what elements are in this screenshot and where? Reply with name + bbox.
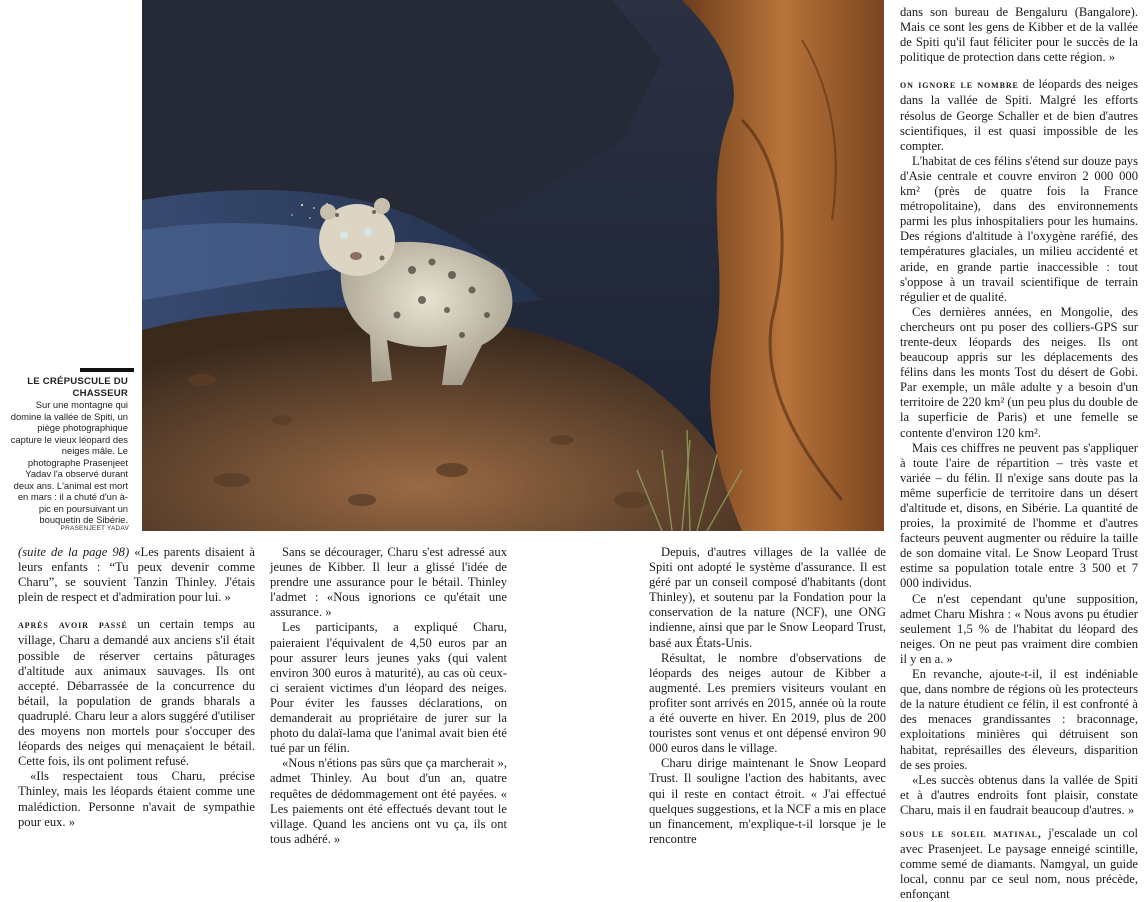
article-column-2	[270, 545, 507, 847]
article-column-3	[649, 545, 886, 847]
caption-title: LE CRÉPUSCULE DU CHASSEUR	[27, 376, 128, 399]
col4-p8-text: j'escalade un col avec Prasenjeet. Le paysage enneigé scintille, comme semé de diamants. Namgyal, un guide local, connu par ce seul nom, nous précède, enfonçant	[900, 825, 1138, 902]
col4-paragraph-1	[900, 77, 1138, 153]
article-column-1	[18, 545, 255, 830]
snow-leopard-photo	[142, 0, 884, 531]
article-column-4	[900, 5, 1138, 902]
col4-paragraph-6: En revanche, ajoute-t-il, il est indéniable que, dans nombre de régions où les protecteurs de la nature étudient ce félin, il est confronté à des menaces grandissantes : braconnage, exploitations minières qui détruisent son habitat, représailles des éleveurs, disparition de ses proies.	[900, 667, 1138, 772]
caption-text: Sur une montagne qui domine la vallée de Spiti, un piège photographique capture le vieux léopard des neiges mâle. Le photographe Prasenjeet Yadav l'a observé durant deux ans. L'animal est mort en mars : il a chuté d'un à-pic en poursuivant un bouquetin de Sibérie.	[10, 399, 128, 525]
caption-rule	[80, 368, 134, 372]
col3-paragraph-2: Résultat, le nombre d'observations de léopards des neiges autour de Kibber a augmenté. Les premiers visiteurs voulant en profiter sont arrivés en 2015, année où la route a été ouverte en hiver. En 2019, plus de 200 touristes sont venus et ont dépensé environ 90 000 euros dans le village.	[649, 650, 886, 756]
section-lead-in: après avoir passé	[18, 619, 128, 632]
col1-paragraph-1	[18, 545, 255, 605]
col4-paragraph-5: Ce n'est cependant qu'une supposition, admet Charu Mishra : « Nous avons pu étudier seulement 1,5 % de l'habitat du léopard des neiges. On ne peut pas vraiment dire combien il y en a. »	[900, 591, 1138, 666]
col4-paragraph-2: L'habitat de ces félins s'étend sur douze pays d'Asie centrale et couvre environ 2 000 000 km² (près de quatre fois la France métropolitaine), dans des environnements parmi les plus inhospitaliers pour les humains. Des régions d'altitude à l'oxygène raréfié, des températures glaciales, un milieu accidenté et aride, en grande partie inaccessible : tout s'oppose à un travail scientifique de terrain régulier et de qualité.	[900, 153, 1138, 304]
col3-paragraph-1: Depuis, d'autres villages de la vallée de Spiti ont adopté le système d'assurance. Il est géré par un conseil composé d'habitants (dont Thinley), et soutenu par la Fondation pour la conservation de la nature (NCF), une ONG indienne, ainsi que par le Snow Leopard Trust, basé aux États-Unis.	[649, 545, 886, 650]
col1-p2-text: un certain temps au village, Charu a demandé aux anciens s'il était possible de réserver certains pâturages d'altitude aux animaux sauvages. Ils ont accepté. Débarrassée de la concurrence du bétail, la population de grands bharals a quadruplé. Charu leur a alors suggéré d'utiliser des moyens non mortels pour s'occuper des léopards des neiges qui menaçaient le bétail. Cette fois, ils ont poliment refusé.	[18, 617, 255, 769]
col4-p1-text: de léopards des neiges dans la vallée de Spiti. Malgré les efforts résolus de George Schaller et de bien d'autres scientifiques, il est quasi impossible de les compter.	[900, 77, 1138, 153]
col3-paragraph-3: Charu dirige maintenant le Snow Leopard Trust. Il souligne l'action des habitants, avec qui il reste en contact étroit. « J'ai effectué quelques suggestions, et la NCF a mis en place un financement, m'explique-t-il lorsque je le rencontre	[649, 756, 886, 846]
col1-p1-text: «Les parents disaient à leurs enfants : “Tu peux devenir comme Charu”, se souvient Tanzin Thinley. J'étais plein de respect et d'admiration pour lui. »	[18, 545, 255, 605]
col4-paragraph-8	[900, 826, 1138, 902]
col2-paragraph-3: «Nous n'étions pas sûrs que ça marcherait », admet Thinley. Au bout d'un an, quatre requêtes de dédommagement ont été payées. « Les paiements ont été effectués devant tout le village. Quand les anciens ont vu ça, ils ont tous adhéré. »	[270, 756, 507, 846]
col1-paragraph-2	[18, 617, 255, 769]
col4-paragraph-7: «Les succès obtenus dans la vallée de Spiti et à d'autres endroits font plaisir, constate Charu, mais il en faudrait beaucoup d'autres. »	[900, 772, 1138, 817]
col2-paragraph-2: Les participants, a expliqué Charu, paieraient l'équivalent de 4,50 euros par an pour assurer leurs jeunes yaks (qui valent environ 300 euros à maturité), au cas où ceux-ci seraient victimes d'un léopard des neiges. Pour éviter les fausses déclarations, on demanderait au propriétaire de jurer sur la photo du dalaï-lama que l'animal avait bien été tué par un félin.	[270, 620, 507, 756]
col4-paragraph-4: Mais ces chiffres ne peuvent pas s'appliquer à toute l'aire de répartition – très vaste et variée – du félin. Il n'exige sans doute pas la même superficie de territoire dans un désert d'altitude et, disons, en Sibérie. La quantité de proies, la proximité de l'homme et d'autres facteurs peuvent augmenter ou réduire la taille de son domaine vital. Le Snow Leopard Trust estime sa population totale entre 3 500 et 7 000 individus.	[900, 440, 1138, 591]
section-lead-in: on ignore le nombre	[900, 79, 1019, 92]
photo-credit: PRASENJEET YADAV	[60, 525, 129, 532]
col1-paragraph-3: «Ils respectaient tous Charu, précise Thinley, mais les léopards étaient comme une malédiction. Personne n'avait de sympathie pour eux. »	[18, 769, 255, 829]
col4-paragraph-0: dans son bureau de Bengaluru (Bangalore). Mais ce sont les gens de Kibber et de la vallée de Spiti qu'il faut féliciter pour le succès de la politique de protection dans cette région. »	[900, 5, 1138, 65]
photo-illustration	[142, 0, 884, 531]
col2-paragraph-1: Sans se décourager, Charu s'est adressé aux jeunes de Kibber. Il leur a glissé l'idée de prendre une assurance pour le bétail. Thinley l'admet : «Nous ignorions ce qu'était une assurance. »	[270, 545, 507, 620]
continuation-ref: (suite de la page 98)	[18, 545, 130, 559]
section-lead-in: sous le soleil matinal,	[900, 827, 1042, 840]
col4-paragraph-3: Ces dernières années, en Mongolie, des chercheurs ont pu poser des colliers-GPS sur trente-deux léopards des neiges. Ils ont beaucoup appris sur les déplacements des félins dans les monts Tost du désert de Gobi. Par exemple, un mâle adulte y a besoin d'un territoire de 220 km² (un peu plus du double de la superficie de Paris) et une femelle se contente d'environ 120 km².	[900, 304, 1138, 440]
photo-caption	[10, 376, 128, 526]
